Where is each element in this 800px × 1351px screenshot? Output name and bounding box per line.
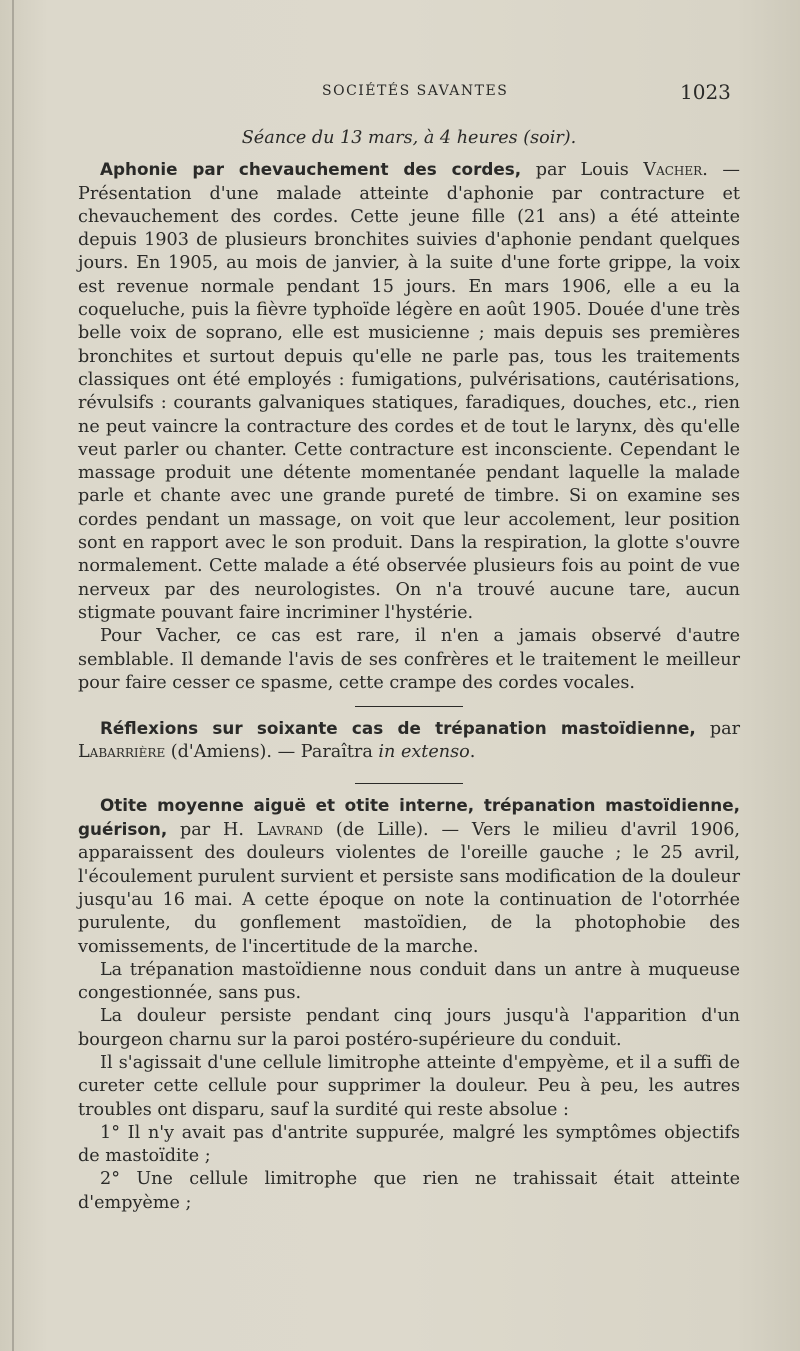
article-trepanation-byline: par [695,719,740,740]
article-aphonie-body: . — Présentation d'une malade atteinte d'aphonie par contracture et chevauchement des cordes. Cette jeune fille (21 ans) a été atteinte depuis 1903 de plusieurs bronchites suivies d'aphonie pendant quelques jours. En 1905, au mois de janvier, à la suite d'une forte grippe, la voix est revenue normale pendant 15 jours. En mars 1906, elle a eu la coqueluche, puis la fièvre typhoïde légère en août 1905. Douée d'une très belle voix de soprano, elle est musicienne ; mais depuis ses premières bronchites et surtout depuis qu'elle ne parle pas, tous les traitements classiques ont été employés : fumigations, pulvérisations, cautérisations, révulsifs : courants galvaniques statiques, faradiques, douches, etc., rien ne peut vaincre la contracture des cordes et de tout le larynx, dès qu'elle veut parler ou chanter. Cette contracture est inconsciente. Cependant le massage produit une détente momentanée pendant laquelle la malade parle et chante avec une grande pureté de timbre. Si on examine ses cordes pendant un massage, on voit que leur accolement, leur position sont en rapport avec le son produit. Dans la respiration, la glotte s'ouvre normalement. Cette malade a été observée plusieurs fois au point de vue nerveux par des neurologistes. On n'a trouvé aucune tare, aucun stigmate pouvant faire incriminer l'hystérie. [78,160,741,623]
article-trepanation-paragraph [78,717,740,765]
section-separator [355,783,463,784]
running-head: SOCIÉTÉS SAVANTES [322,83,509,99]
article-otite-paragraph-3: La douleur persiste pendant cinq jours jusqu'à l'apparition d'un bourgeon charnu sur la paroi postéro-supérieure du conduit. [78,1006,740,1050]
article-aphonie-paragraph-2: Pour Vacher, ce cas est rare, il n'en a jamais observé d'autre semblable. Il demande l'avis de ses confrères et le traitement le meilleur pour faire cesser ce spasme, cette crampe des cordes vocales. [78,626,740,693]
article-otite-title: Otite moyenne aiguë et otite interne, trépanation mastoïdienne, guérison, [78,794,740,840]
article-aphonie [78,158,740,695]
article-trepanation-note: (d'Amiens). — Paraîtra [165,742,379,763]
article-otite-paragraph-2: La trépanation mastoïdienne nous conduit dans un antre à muqueuse congestionnée, sans pus. [78,959,740,1004]
article-aphonie-title: Aphonie par chevauchement des cordes, [100,159,522,180]
article-trepanation-author: Labarrière [78,742,166,763]
article-otite-byline: par H. [167,820,257,841]
article-otite-paragraph-6: 2° Une cellule limitrophe que rien ne trahissait était atteinte d'empyème ; [78,1169,740,1213]
page-content [78,127,740,1215]
article-trepanation [78,717,740,765]
article-otite-paragraph-4: Il s'agissait d'une cellule limitrophe atteinte d'empyème, et il a suffi de cureter cette cellule pour supprimer la douleur. Peu à peu, les autres troubles ont disparu, sauf la surdité qui reste absolue : [78,1052,740,1120]
article-trepanation-end: . [469,742,476,763]
article-trepanation-italic: in extenso [378,742,470,763]
page-header [0,80,800,104]
page-binding-edge [12,0,14,1351]
page-number: 1023 [680,80,731,104]
section-separator [355,706,463,707]
article-otite [78,794,740,1215]
article-otite-author: Lavrand [256,820,324,841]
article-otite-paragraph-5: 1° Il n'y avait pas d'antrite suppurée, malgré les symptômes objectifs de mastoïdite ; [78,1122,740,1167]
session-heading: Séance du 13 mars, à 4 heures (soir). [241,128,577,148]
article-trepanation-title: Réflexions sur soixante cas de trépanation mastoïdienne, [100,718,696,739]
article-aphonie-byline: par Louis [521,160,644,181]
article-otite-paragraph [78,794,740,959]
article-aphonie-author: Vacher [643,160,703,181]
article-otite-body: (de Lille). — Vers le milieu d'avril 1906, apparaissent des douleurs violentes de l'oreille gauche ; le 25 avril, l'écoulement purulent survient et persiste sans modification de la douleur jusqu'au 16 mai. A cette époque on note la continuation de l'otorrhée purulente, du gonflement mastoïdien, de la photophobie des vomissements, de l'incertitude de la marche. [78,820,740,957]
article-aphonie-paragraph [78,158,740,625]
